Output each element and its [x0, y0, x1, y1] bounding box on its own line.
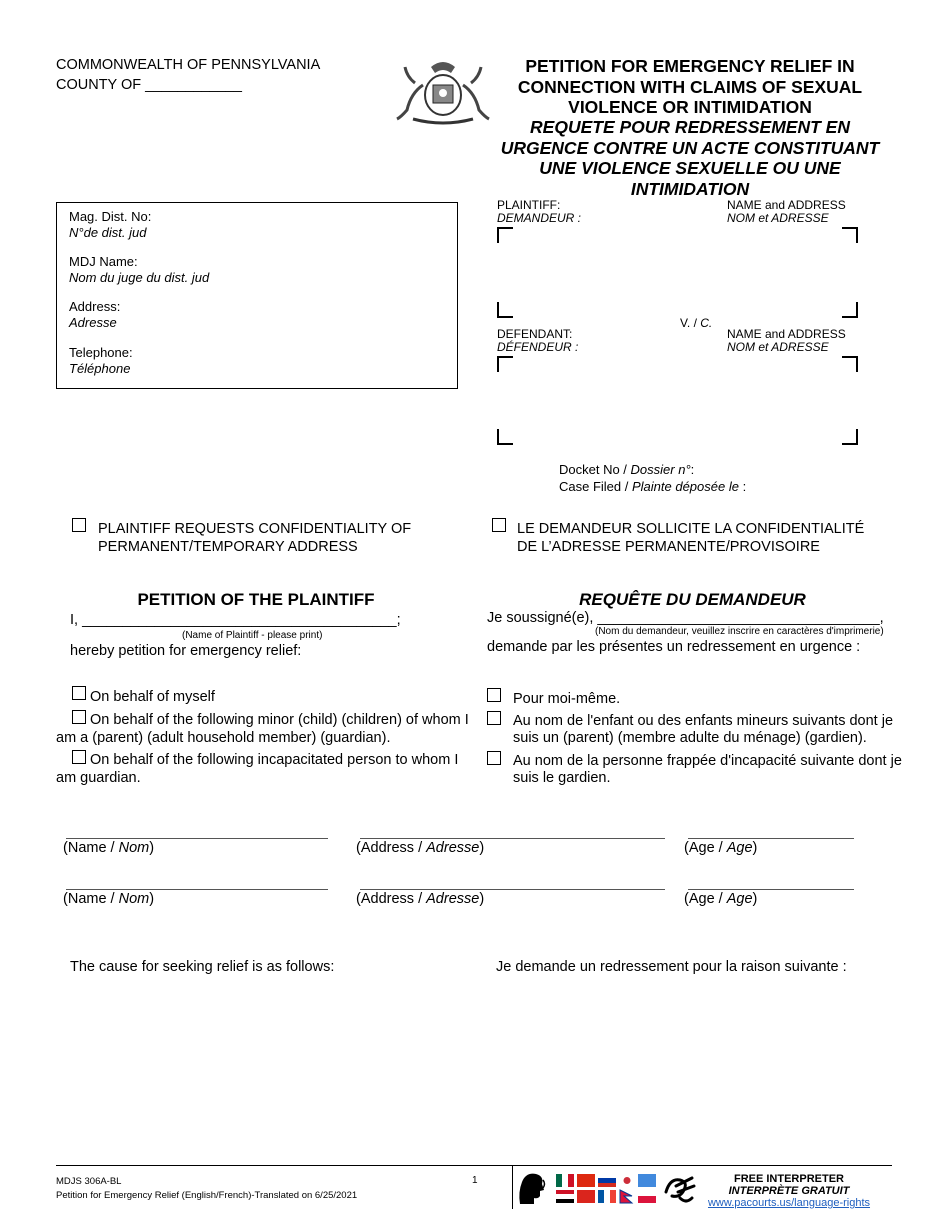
age-field-label: (Age / Age) [684, 891, 758, 907]
corner-top-right [842, 356, 858, 372]
plaintiff-label [497, 199, 581, 225]
hereby-petition-fr: demande par les présentes un redressement en urgence : [487, 639, 861, 655]
option-myself-label-en: On behalf of myself [90, 689, 215, 705]
age-field-line[interactable] [688, 838, 854, 839]
mdj-name-label-fr: Nom du juge du dist. jud [69, 270, 210, 285]
plaintiff-name-address-label [727, 199, 846, 225]
language-flags-icon [548, 1174, 660, 1204]
cause-label-en: The cause for seeking relief is as follows: [70, 959, 335, 975]
option-myself-label-fr: Pour moi-même. [513, 691, 621, 707]
filed-en: Case Filed / [559, 479, 632, 494]
filed-colon: : [738, 479, 747, 494]
title-french: REQUETE POUR REDRESSEMENT EN URGENCE CONTRE UN ACTE CONSTITUANT UNE VIOLENCE SEXUELLE OU UNE INTIMIDATION [500, 117, 880, 199]
name-address-label-fr: NOM et ADRESSE [727, 340, 829, 354]
docket-fr: Dossier n° [630, 462, 691, 477]
versus-label [680, 316, 712, 330]
address-fr: Adresse [426, 840, 480, 856]
court-address-label: Address: [69, 299, 121, 314]
name-address-label-en: NAME and ADDRESS [727, 327, 846, 341]
language-rights-link[interactable]: www.pacourts.us/language-rights [707, 1197, 871, 1209]
corner-bottom-right [842, 302, 858, 318]
name-fr: Nom [118, 891, 150, 907]
court-telephone-field [69, 345, 133, 377]
plaintiff-label-en: PLAINTIFF: [497, 198, 561, 212]
plaintiff-name-hint-en: (Name of Plaintiff - please print) [182, 630, 323, 641]
defendant-name-address-label [727, 328, 846, 354]
speaking-head-icon [516, 1170, 546, 1206]
age-en: Age / [688, 840, 727, 856]
name-field-label: (Name / Nom) [63, 891, 155, 907]
corner-top-right [842, 227, 858, 243]
footer-form-info [56, 1175, 357, 1203]
court-telephone-label-fr: Téléphone [69, 361, 131, 376]
age-field-label: (Age / Age) [684, 840, 758, 856]
plaintiff-name-line-en[interactable]: I, _______________________________________; [70, 612, 401, 628]
form-description: Petition for Emergency Relief (English/French)-Translated on 6/25/2021 [56, 1190, 358, 1201]
free-interpreter-en: FREE INTERPRETER [733, 1173, 844, 1185]
option-myself-checkbox-fr[interactable] [487, 688, 501, 702]
court-address-field [69, 299, 120, 331]
plaintiff-name-hint-fr: (Nom du demandeur, veuillez inscrire en caractères d'imprimerie) [595, 626, 884, 637]
docket-number-label [559, 461, 746, 478]
address-en: Address / [360, 891, 427, 907]
mag-dist-label: Mag. Dist. No: [69, 209, 152, 224]
mag-dist-label-fr: N°de dist. jud [69, 225, 147, 240]
confidentiality-label-en: PLAINTIFF REQUESTS CONFIDENTIALITY OF PERMANENT/TEMPORARY ADDRESS [98, 521, 412, 555]
age-fr: Age [726, 840, 753, 856]
petition-heading-en: PETITION OF THE PLAINTIFF [137, 590, 375, 609]
docket-en: Docket No / [559, 462, 631, 477]
corner-bottom-left [497, 302, 513, 318]
pennsylvania-seal-icon [393, 55, 493, 125]
versus-en: V. / [680, 316, 701, 330]
page-number: 1 [472, 1175, 478, 1186]
address-field-label: (Address / Adresse) [356, 891, 485, 907]
county-line: COUNTY OF ____________ [56, 77, 242, 93]
defendant-label-fr: DÉFENDEUR : [497, 340, 579, 354]
mag-dist-field [69, 209, 151, 241]
confidentiality-checkbox-fr[interactable] [492, 518, 506, 532]
footer-divider [512, 1165, 513, 1209]
defendant-label-en: DEFENDANT: [497, 327, 573, 341]
name-address-label-fr: NOM et ADRESSE [727, 211, 829, 225]
court-address-label-fr: Adresse [69, 315, 117, 330]
footer-rule [56, 1165, 892, 1166]
defendant-label [497, 328, 578, 354]
option-incapacitated-checkbox-fr[interactable] [487, 751, 501, 765]
option-minor-label-fr: Au nom de l'enfant ou des enfants mineurs suivants dont je suis un (parent) (membre adulte du ménage) (gardien). [513, 713, 894, 746]
address-field-line[interactable] [360, 838, 665, 839]
confidentiality-checkbox-en[interactable] [72, 518, 86, 532]
header-left [56, 55, 320, 95]
plaintiff-name-line-fr[interactable]: Je soussigné(e), ___________________________________, [487, 610, 884, 626]
title-english: PETITION FOR EMERGENCY RELIEF IN CONNECTION WITH CLAIMS OF SEXUAL VIOLENCE OR INTIMIDATION [517, 56, 863, 117]
corner-bottom-left [497, 429, 513, 445]
cause-label-fr: Je demande un redressement pour la raison suivante : [496, 959, 847, 975]
name-fr: Nom [118, 840, 150, 856]
form-id: MDJS 306A-BL [56, 1176, 122, 1187]
filed-fr: Plainte déposée le [631, 479, 739, 494]
court-info-box [56, 202, 458, 389]
case-filed-label [559, 478, 746, 495]
sign-language-icon [662, 1172, 698, 1206]
confidentiality-label-fr: LE DEMANDEUR SOLLICITE LA CONFIDENTIALITÉ DE L’ADRESSE PERMANENTE/PROVISOIRE [517, 521, 865, 555]
option-incapacitated-label-en: On behalf of the following incapacitated person to whom I am guardian. [56, 752, 459, 786]
address-fr: Adresse [426, 891, 480, 907]
name-en: Name / [67, 891, 119, 907]
age-fr: Age [726, 891, 753, 907]
address-field-line[interactable] [360, 889, 665, 890]
name-field-label: (Name / Nom) [63, 840, 155, 856]
mdj-name-field [69, 254, 209, 286]
docket-colon: : [690, 462, 695, 477]
state-name: COMMONWEALTH OF PENNSYLVANIA [56, 57, 321, 73]
mdj-name-label: MDJ Name: [69, 254, 138, 269]
option-myself-checkbox-en[interactable] [72, 686, 86, 700]
corner-top-left [497, 227, 513, 243]
address-en: Address / [360, 840, 427, 856]
option-incapacitated-label-fr: Au nom de la personne frappée d'incapacité suivante dont je suis le gardien. [513, 753, 902, 786]
plaintiff-label-fr: DEMANDEUR : [497, 211, 582, 225]
corner-bottom-right [842, 429, 858, 445]
age-en: Age / [688, 891, 727, 907]
address-field-label: (Address / Adresse) [356, 840, 485, 856]
option-minor-checkbox-fr[interactable] [487, 711, 501, 725]
name-field-line[interactable] [66, 838, 328, 839]
name-address-label-en: NAME and ADDRESS [727, 198, 846, 212]
free-interpreter-fr: INTERPRÈTE GRATUIT [728, 1185, 850, 1197]
docket-info [559, 461, 746, 495]
hereby-petition-en: hereby petition for emergency relief: [70, 643, 302, 659]
interpreter-notice [704, 1173, 874, 1209]
corner-top-left [497, 356, 513, 372]
option-minor-label-en: On behalf of the following minor (child) (children) of whom I am a (parent) (adult household member) (guardian). [56, 712, 469, 746]
court-telephone-label: Telephone: [69, 345, 133, 360]
age-field-line[interactable] [688, 889, 854, 890]
name-field-line[interactable] [66, 889, 328, 890]
name-en: Name / [67, 840, 119, 856]
petition-heading-fr: REQUÊTE DU DEMANDEUR [579, 590, 806, 609]
versus-fr: C. [700, 316, 713, 330]
